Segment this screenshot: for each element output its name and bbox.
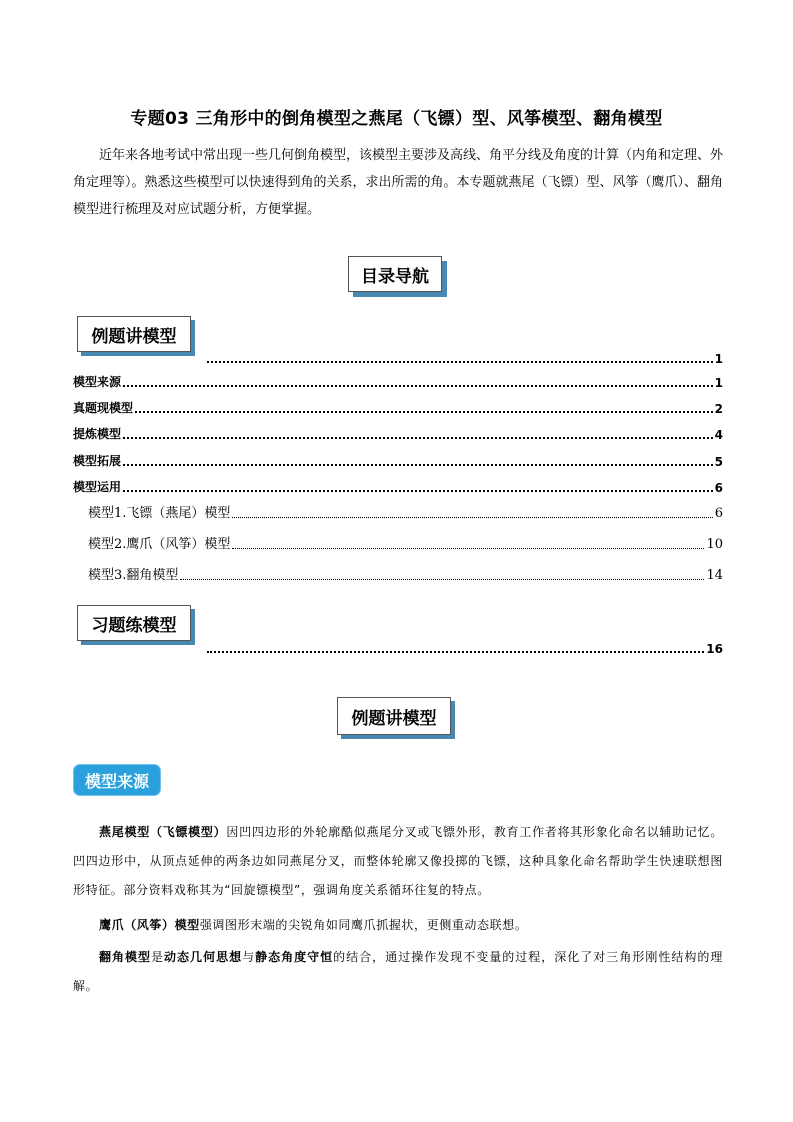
section-badge: 模型来源 xyxy=(73,764,161,796)
toc-entry[interactable] xyxy=(73,400,723,416)
toc-entry-examples[interactable] xyxy=(205,350,723,366)
toc-page: 6 xyxy=(714,481,723,495)
toc-label: 提炼模型 xyxy=(73,427,122,441)
toc-label: 模型运用 xyxy=(73,480,122,494)
toc-leader xyxy=(207,651,704,653)
toc-page: 14 xyxy=(706,568,723,583)
toc-page: 16 xyxy=(706,642,723,656)
toc-label: 模型2.鹰爪（风筝）模型 xyxy=(88,537,231,552)
toc-page: 1 xyxy=(714,376,723,390)
paragraph-flip-angle xyxy=(73,943,723,1001)
paragraph-text: 因凹四边形的外轮廓酷似燕尾分叉或飞镖外形，教育工作者将其形象化命名以辅助记忆。凹四边形中，从顶点延伸的两条边如同燕尾分叉，而整体轮廓又像投掷的飞镖，这种具象化命名帮助学生快速联想图形特征。部分资料戏称其为“回旋镖模型”，强调角度关系循环往复的特点。 xyxy=(73,825,723,897)
paragraph-text: 强调图形末端的尖锐角如同鹰爪抓握状，更侧重动态联想。 xyxy=(199,918,528,932)
toc-page: 6 xyxy=(714,506,723,521)
paragraph-text: 是 xyxy=(151,950,165,964)
toc-subentry[interactable] xyxy=(88,536,723,552)
toc-label: 模型拓展 xyxy=(73,454,122,468)
toc-entry[interactable] xyxy=(73,453,723,469)
toc-leader xyxy=(123,385,713,387)
toc-page: 2 xyxy=(714,402,723,416)
toc-page: 4 xyxy=(714,428,723,442)
term-swallowtail: 燕尾模型（飞镖模型） xyxy=(99,825,227,839)
paragraph-eagle-claw xyxy=(73,911,723,940)
toc-leader xyxy=(123,464,713,466)
toc-entry-exercises[interactable] xyxy=(205,640,723,656)
page-title: 专题03 三角形中的倒角模型之燕尾（飞镖）型、风筝模型、翻角模型 xyxy=(130,109,663,129)
toc-leader xyxy=(123,490,713,492)
paragraph-swallowtail xyxy=(73,818,723,905)
toc-entry[interactable] xyxy=(73,479,723,495)
toc-leader xyxy=(232,517,712,518)
term-static: 静态角度守恒 xyxy=(255,950,334,964)
toc-label: 模型来源 xyxy=(73,375,122,389)
toc-leader xyxy=(180,579,704,580)
toc-entry[interactable] xyxy=(73,426,723,442)
paragraph-text: 与 xyxy=(242,950,256,964)
toc-heading: 目录导航 xyxy=(348,256,442,292)
toc-subentry[interactable] xyxy=(88,505,723,521)
toc-leader xyxy=(135,411,713,413)
toc-leader xyxy=(207,361,713,363)
term-flip-angle: 翻角模型 xyxy=(99,950,152,964)
toc-entry[interactable] xyxy=(73,374,723,390)
toc-label: 真题现模型 xyxy=(73,401,134,415)
paragraph-text: 的结合，通过操作发现不变量的过程，深化了对三角形刚性结构的理解。 xyxy=(73,950,723,993)
intro-paragraph: 近年来各地考试中常出现一些几何倒角模型，该模型主要涉及高线、角平分线及角度的计算（内角和定理、外角定理等）。熟悉这些模型可以快速得到角的关系，求出所需的角。本专题就燕尾（飞镖）型、风筝（鹰爪）、翻角模型进行梳理及对应试题分析，方便掌握。 xyxy=(73,148,724,217)
toc-section-exercises[interactable]: 习题练模型 xyxy=(77,605,191,641)
toc-page: 10 xyxy=(706,537,723,552)
section-heading: 例题讲模型 xyxy=(337,697,451,735)
toc-leader xyxy=(232,548,704,549)
toc-leader xyxy=(123,437,713,439)
term-eagle-claw: 鹰爪（风筝）模型 xyxy=(99,918,200,932)
toc-page: 1 xyxy=(714,352,723,366)
toc-label: 模型3.翻角模型 xyxy=(88,568,179,583)
toc-label: 模型1.飞镖（燕尾）模型 xyxy=(88,506,231,521)
toc-section-examples[interactable]: 例题讲模型 xyxy=(77,316,191,352)
term-dynamic: 动态几何思想 xyxy=(164,950,243,964)
toc-page: 5 xyxy=(714,455,723,469)
toc-subentry[interactable] xyxy=(88,567,723,583)
